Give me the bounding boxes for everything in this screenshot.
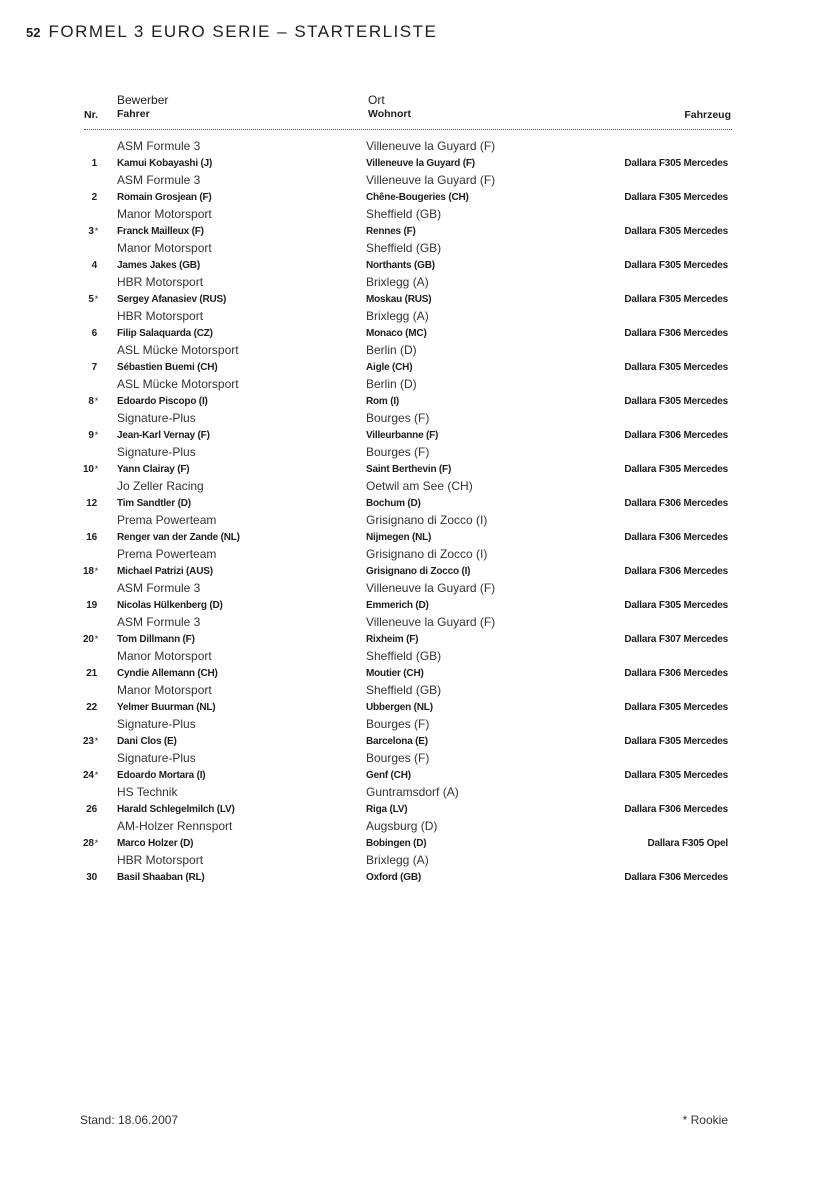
driver-residence: Villeurbanne (F) — [366, 430, 439, 441]
team-location: Villeneuve la Guyard (F) — [366, 615, 496, 629]
car-number — [70, 325, 98, 342]
entry-row — [0, 546, 828, 580]
entry-row — [0, 682, 828, 716]
entry-row — [0, 478, 828, 512]
team-name: HBR Motorsport — [117, 275, 204, 289]
column-team-label: Bewerber — [117, 93, 169, 107]
column-location-label: Ort — [368, 93, 385, 107]
vehicle: Dallara F305 Mercedes — [624, 158, 728, 169]
vehicle: Dallara F305 Mercedes — [624, 226, 728, 237]
car-number-value: 12 — [86, 498, 97, 509]
driver-name: Tim Sandtler (D) — [117, 498, 191, 509]
team-line — [0, 376, 828, 393]
car-number — [70, 257, 98, 274]
rookie-marker: * — [94, 838, 98, 848]
driver-residence: Nijmegen (NL) — [366, 532, 432, 543]
team-name: ASM Formule 3 — [117, 139, 201, 153]
car-number — [70, 359, 98, 376]
team-line — [0, 614, 828, 631]
team-location: Grisignano di Zocco (I) — [366, 547, 488, 561]
team-location: Bourges (F) — [366, 751, 430, 765]
team-name: ASL Mücke Motorsport — [117, 377, 239, 391]
vehicle: Dallara F305 Mercedes — [624, 396, 728, 407]
driver-line — [0, 563, 828, 580]
driver-line — [0, 495, 828, 512]
team-name: HBR Motorsport — [117, 309, 204, 323]
car-number-value: 22 — [86, 702, 97, 713]
driver-line — [0, 155, 828, 172]
car-number — [70, 223, 98, 240]
team-line — [0, 444, 828, 461]
driver-residence: Monaco (MC) — [366, 328, 427, 339]
team-name: HS Technik — [117, 785, 178, 799]
team-location: Bourges (F) — [366, 411, 430, 425]
driver-line — [0, 733, 828, 750]
team-name: ASM Formule 3 — [117, 581, 201, 595]
driver-residence: Barcelona (E) — [366, 736, 428, 747]
driver-residence: Villeneuve la Guyard (F) — [366, 158, 475, 169]
team-location: Villeneuve la Guyard (F) — [366, 139, 496, 153]
driver-line — [0, 767, 828, 784]
team-name: ASM Formule 3 — [117, 173, 201, 187]
driver-line — [0, 801, 828, 818]
entry-row — [0, 818, 828, 852]
team-location: Oetwil am See (CH) — [366, 479, 473, 493]
car-number-value: 26 — [86, 804, 97, 815]
driver-line — [0, 461, 828, 478]
driver-line — [0, 529, 828, 546]
header-divider — [84, 129, 732, 130]
driver-name: Michael Patrizi (AUS) — [117, 566, 213, 577]
car-number-value: 7 — [91, 362, 97, 373]
driver-residence: Northants (GB) — [366, 260, 435, 271]
vehicle: Dallara F305 Mercedes — [624, 770, 728, 781]
car-number-value: 21 — [86, 668, 97, 679]
entry-row — [0, 172, 828, 206]
team-name: Manor Motorsport — [117, 683, 212, 697]
entry-row — [0, 784, 828, 818]
driver-residence: Ubbergen (NL) — [366, 702, 433, 713]
vehicle: Dallara F305 Opel — [647, 838, 728, 849]
rookie-marker: * — [94, 430, 98, 440]
driver-name: Renger van der Zande (NL) — [117, 532, 240, 543]
stand-date: Stand: 18.06.2007 — [80, 1113, 179, 1127]
entry-row — [0, 342, 828, 376]
team-name: AM-Holzer Rennsport — [117, 819, 233, 833]
car-number — [70, 393, 98, 410]
team-location: Berlin (D) — [366, 343, 417, 357]
vehicle: Dallara F305 Mercedes — [624, 260, 728, 271]
team-line — [0, 682, 828, 699]
car-number — [70, 801, 98, 818]
driver-name: Yelmer Buurman (NL) — [117, 702, 216, 713]
vehicle: Dallara F306 Mercedes — [624, 668, 728, 679]
team-location: Berlin (D) — [366, 377, 417, 391]
driver-residence: Oxford (GB) — [366, 872, 422, 883]
driver-line — [0, 291, 828, 308]
car-number — [70, 291, 98, 308]
driver-line — [0, 699, 828, 716]
driver-name: James Jakes (GB) — [117, 260, 200, 271]
vehicle: Dallara F305 Mercedes — [624, 192, 728, 203]
vehicle: Dallara F306 Mercedes — [624, 872, 728, 883]
team-line — [0, 546, 828, 563]
driver-name: Yann Clairay (F) — [117, 464, 190, 475]
column-header-nr — [84, 107, 98, 122]
rookie-legend: * Rookie — [682, 1113, 728, 1127]
page-number: 52 — [26, 25, 41, 40]
team-line — [0, 342, 828, 359]
vehicle: Dallara F305 Mercedes — [624, 702, 728, 713]
entry-row — [0, 376, 828, 410]
driver-residence: Grisignano di Zocco (I) — [366, 566, 471, 577]
team-name: ASM Formule 3 — [117, 615, 201, 629]
team-location: Brixlegg (A) — [366, 853, 429, 867]
starter-list — [0, 138, 828, 886]
car-number-value: 20 — [82, 634, 94, 645]
team-location: Sheffield (GB) — [366, 207, 442, 221]
car-number-value: 2 — [91, 192, 97, 203]
driver-name: Filip Salaquarda (CZ) — [117, 328, 213, 339]
vehicle: Dallara F305 Mercedes — [624, 362, 728, 373]
car-number-value: 9 — [88, 430, 94, 441]
car-number-value: 6 — [91, 328, 97, 339]
team-name: Jo Zeller Racing — [117, 479, 204, 493]
team-name: Signature-Plus — [117, 751, 196, 765]
team-location: Guntramsdorf (A) — [366, 785, 459, 799]
team-location: Brixlegg (A) — [366, 275, 429, 289]
car-number-value: 16 — [86, 532, 97, 543]
page-title: FORMEL 3 EURO SERIE – STARTERLISTE — [48, 22, 438, 41]
driver-name: Kamui Kobayashi (J) — [117, 158, 213, 169]
driver-line — [0, 427, 828, 444]
team-name: Manor Motorsport — [117, 241, 212, 255]
team-location: Villeneuve la Guyard (F) — [366, 581, 496, 595]
team-line — [0, 478, 828, 495]
team-line — [0, 716, 828, 733]
team-line — [0, 308, 828, 325]
entry-row — [0, 410, 828, 444]
entry-row — [0, 614, 828, 648]
team-line — [0, 852, 828, 869]
car-number — [70, 529, 98, 546]
vehicle: Dallara F306 Mercedes — [624, 566, 728, 577]
team-line — [0, 274, 828, 291]
driver-residence: Chêne-Bougeries (CH) — [366, 192, 469, 203]
team-line — [0, 750, 828, 767]
driver-name: Nicolas Hülkenberg (D) — [117, 600, 223, 611]
car-number — [70, 835, 98, 852]
team-line — [0, 512, 828, 529]
driver-residence: Rixheim (F) — [366, 634, 419, 645]
team-location: Augsburg (D) — [366, 819, 438, 833]
rookie-marker: * — [94, 736, 98, 746]
car-number-value: 3 — [88, 226, 94, 237]
vehicle: Dallara F306 Mercedes — [624, 498, 728, 509]
driver-line — [0, 223, 828, 240]
team-name: Manor Motorsport — [117, 649, 212, 663]
driver-name: Franck Mailleux (F) — [117, 226, 204, 237]
car-number — [70, 597, 98, 614]
rookie-marker: * — [94, 464, 98, 474]
car-number — [70, 461, 98, 478]
driver-line — [0, 189, 828, 206]
team-location: Brixlegg (A) — [366, 309, 429, 323]
team-name: Signature-Plus — [117, 411, 196, 425]
driver-residence: Bobingen (D) — [366, 838, 427, 849]
column-nr-label: Nr. — [84, 109, 99, 121]
car-number-value: 24 — [82, 770, 94, 781]
driver-name: Marco Holzer (D) — [117, 838, 194, 849]
driver-line — [0, 257, 828, 274]
team-location: Bourges (F) — [366, 445, 430, 459]
rookie-marker: * — [94, 226, 98, 236]
driver-line — [0, 359, 828, 376]
driver-name: Harald Schlegelmilch (LV) — [117, 804, 235, 815]
car-number-value: 19 — [86, 600, 97, 611]
team-location: Bourges (F) — [366, 717, 430, 731]
driver-residence: Genf (CH) — [366, 770, 411, 781]
entry-row — [0, 240, 828, 274]
team-location: Grisignano di Zocco (I) — [366, 513, 488, 527]
vehicle: Dallara F305 Mercedes — [624, 464, 728, 475]
driver-name: Sergey Afanasiev (RUS) — [117, 294, 227, 305]
vehicle: Dallara F305 Mercedes — [624, 600, 728, 611]
driver-name: Edoardo Piscopo (I) — [117, 396, 208, 407]
rookie-marker: * — [94, 634, 98, 644]
entry-row — [0, 852, 828, 886]
driver-name: Sébastien Buemi (CH) — [117, 362, 218, 373]
vehicle: Dallara F307 Mercedes — [624, 634, 728, 645]
car-number — [70, 767, 98, 784]
team-name: Signature-Plus — [117, 717, 196, 731]
driver-name: Dani Clos (E) — [117, 736, 177, 747]
car-number-value: 8 — [88, 396, 94, 407]
team-line — [0, 172, 828, 189]
car-number — [70, 155, 98, 172]
team-line — [0, 648, 828, 665]
driver-name: Romain Grosjean (F) — [117, 192, 212, 203]
car-number — [70, 427, 98, 444]
team-line — [0, 410, 828, 427]
car-number-value: 30 — [86, 872, 97, 883]
car-number-value: 1 — [91, 158, 97, 169]
driver-residence: Rennes (F) — [366, 226, 416, 237]
driver-residence: Moutier (CH) — [366, 668, 424, 679]
rookie-marker: * — [94, 396, 98, 406]
column-car-label: Fahrzeug — [684, 109, 731, 121]
entry-row — [0, 138, 828, 172]
car-number — [70, 869, 98, 886]
car-number — [70, 631, 98, 648]
page-header — [26, 22, 437, 42]
driver-residence: Rom (I) — [366, 396, 400, 407]
driver-line — [0, 597, 828, 614]
team-location: Villeneuve la Guyard (F) — [366, 173, 496, 187]
team-name: HBR Motorsport — [117, 853, 204, 867]
column-driver-label: Fahrer — [117, 108, 150, 120]
car-number — [70, 665, 98, 682]
vehicle: Dallara F306 Mercedes — [624, 430, 728, 441]
driver-residence: Moskau (RUS) — [366, 294, 432, 305]
car-number — [70, 495, 98, 512]
entry-row — [0, 648, 828, 682]
team-line — [0, 784, 828, 801]
driver-line — [0, 631, 828, 648]
entry-row — [0, 580, 828, 614]
driver-line — [0, 393, 828, 410]
team-line — [0, 240, 828, 257]
column-header-location — [368, 93, 411, 121]
team-location: Sheffield (GB) — [366, 683, 442, 697]
driver-name: Cyndie Allemann (CH) — [117, 668, 218, 679]
team-name: ASL Mücke Motorsport — [117, 343, 239, 357]
rookie-marker: * — [94, 770, 98, 780]
driver-residence: Bochum (D) — [366, 498, 421, 509]
team-line — [0, 580, 828, 597]
team-line — [0, 818, 828, 835]
car-number — [70, 699, 98, 716]
team-name: Prema Powerteam — [117, 513, 217, 527]
team-name: Manor Motorsport — [117, 207, 212, 221]
vehicle: Dallara F306 Mercedes — [624, 532, 728, 543]
vehicle: Dallara F306 Mercedes — [624, 804, 728, 815]
car-number — [70, 733, 98, 750]
entry-row — [0, 512, 828, 546]
car-number-value: 5 — [88, 294, 94, 305]
car-number-value: 10 — [82, 464, 94, 475]
driver-name: Jean-Karl Vernay (F) — [117, 430, 210, 441]
vehicle: Dallara F305 Mercedes — [624, 736, 728, 747]
car-number-value: 4 — [91, 260, 97, 271]
car-number — [70, 189, 98, 206]
team-location: Sheffield (GB) — [366, 649, 442, 663]
car-number-value: 28 — [82, 838, 94, 849]
vehicle: Dallara F305 Mercedes — [624, 294, 728, 305]
car-number-value: 23 — [82, 736, 94, 747]
vehicle: Dallara F306 Mercedes — [624, 328, 728, 339]
driver-line — [0, 665, 828, 682]
driver-line — [0, 325, 828, 342]
driver-name: Basil Shaaban (RL) — [117, 872, 205, 883]
team-name: Signature-Plus — [117, 445, 196, 459]
driver-residence: Aigle (CH) — [366, 362, 413, 373]
team-line — [0, 206, 828, 223]
rookie-marker: * — [94, 294, 98, 304]
driver-name: Tom Dillmann (F) — [117, 634, 195, 645]
driver-line — [0, 869, 828, 886]
entry-row — [0, 308, 828, 342]
column-residence-label: Wohnort — [368, 108, 411, 120]
car-number — [70, 563, 98, 580]
entry-row — [0, 444, 828, 478]
column-header-car — [684, 107, 731, 122]
driver-name: Edoardo Mortara (I) — [117, 770, 206, 781]
driver-residence: Saint Berthevin (F) — [366, 464, 452, 475]
entry-row — [0, 750, 828, 784]
entry-row — [0, 206, 828, 240]
team-name: Prema Powerteam — [117, 547, 217, 561]
team-location: Sheffield (GB) — [366, 241, 442, 255]
column-header-team-driver — [117, 93, 168, 121]
entry-row — [0, 274, 828, 308]
car-number-value: 18 — [82, 566, 94, 577]
driver-residence: Riga (LV) — [366, 804, 408, 815]
driver-line — [0, 835, 828, 852]
team-line — [0, 138, 828, 155]
rookie-marker: * — [94, 566, 98, 576]
entry-row — [0, 716, 828, 750]
driver-residence: Emmerich (D) — [366, 600, 429, 611]
